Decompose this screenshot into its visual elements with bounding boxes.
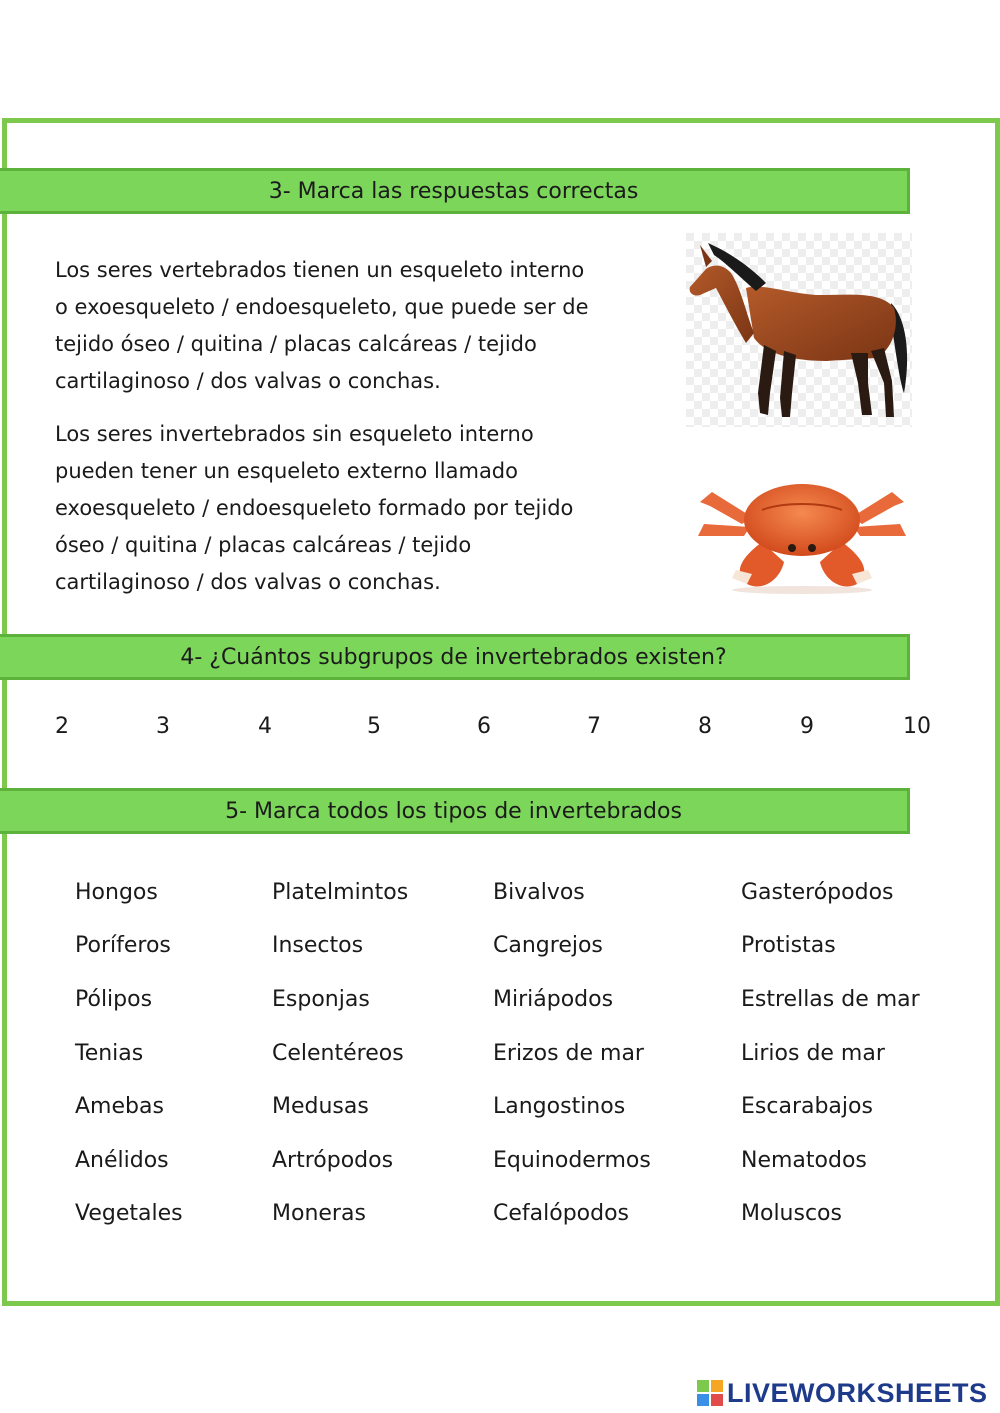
paragraph1-line: tejido óseo / quitina / placas calcáreas / tejido — [55, 332, 537, 356]
liveworksheets-logo-icon — [697, 1380, 723, 1406]
word-option[interactable]: Medusas — [272, 1094, 369, 1119]
paragraph-invertebrates — [55, 416, 655, 601]
word-option[interactable]: Estrellas de mar — [741, 987, 920, 1012]
word-option[interactable]: Gasterópodos — [741, 880, 894, 905]
paragraph2-line: cartilaginoso / dos valvas o conchas. — [55, 570, 441, 594]
paragraph-vertebrates — [55, 252, 655, 400]
word-option[interactable]: Insectos — [272, 933, 364, 958]
paragraph2-line: pueden tener un esqueleto externo llamado — [55, 459, 518, 483]
number-option[interactable]: 3 — [156, 714, 170, 739]
word-option[interactable]: Celentéreos — [272, 1041, 404, 1066]
word-option[interactable]: Escarabajos — [741, 1094, 873, 1119]
word-option[interactable]: Moneras — [272, 1201, 366, 1226]
number-option[interactable]: 5 — [367, 714, 381, 739]
word-option[interactable]: Vegetales — [75, 1201, 183, 1226]
word-option[interactable]: Esponjas — [272, 987, 370, 1012]
section4-heading-text: 4- ¿Cuántos subgrupos de invertebrados existen? — [180, 644, 727, 670]
paragraph2-line: Los seres invertebrados sin esqueleto interno — [55, 422, 534, 446]
paragraph1-line: cartilaginoso / dos valvas o conchas. — [55, 369, 441, 393]
word-option[interactable]: Moluscos — [741, 1201, 842, 1226]
word-option[interactable]: Tenias — [75, 1041, 144, 1066]
section3-heading-text: 3- Marca las respuestas correctas — [268, 178, 639, 204]
brand-name: LIVEWORKSHEETS — [727, 1377, 988, 1408]
number-option[interactable]: 2 — [55, 714, 69, 739]
word-option[interactable]: Miriápodos — [493, 987, 614, 1012]
word-option[interactable]: Platelmintos — [272, 880, 409, 905]
paragraph2-line: óseo / quitina / placas calcáreas / tejido — [55, 533, 472, 557]
crab-icon — [692, 462, 912, 594]
word-option[interactable]: Cefalópodos — [493, 1201, 630, 1226]
word-option[interactable]: Poríferos — [75, 933, 171, 958]
paragraph1-line: o exoesqueleto / endoesqueleto, que puede ser de — [55, 295, 589, 319]
section4-heading — [0, 634, 910, 680]
number-option[interactable]: 4 — [258, 714, 272, 739]
word-option[interactable]: Hongos — [75, 880, 158, 905]
word-option[interactable]: Bivalvos — [493, 880, 585, 905]
number-option[interactable]: 10 — [903, 714, 931, 739]
section5-heading-text: 5- Marca todos los tipos de invertebrados — [225, 798, 682, 824]
liveworksheets-logo[interactable] — [697, 1378, 988, 1408]
word-option[interactable]: Anélidos — [75, 1148, 169, 1173]
word-option[interactable]: Pólipos — [75, 987, 153, 1012]
paragraph2-line: exoesqueleto / endoesqueleto formado por tejido — [55, 496, 574, 520]
word-option[interactable]: Nematodos — [741, 1148, 867, 1173]
section5-heading — [0, 788, 910, 834]
section3-heading — [0, 168, 910, 214]
horse-icon — [686, 233, 912, 427]
number-option[interactable]: 8 — [698, 714, 712, 739]
paragraph1-line: Los seres vertebrados tienen un esqueleto interno — [55, 258, 585, 282]
number-option[interactable]: 9 — [800, 714, 814, 739]
number-option[interactable]: 6 — [477, 714, 491, 739]
word-option[interactable]: Equinodermos — [493, 1148, 651, 1173]
word-option[interactable]: Lirios de mar — [741, 1041, 885, 1066]
word-option[interactable]: Langostinos — [493, 1094, 626, 1119]
word-option[interactable]: Artrópodos — [272, 1148, 394, 1173]
number-option[interactable]: 7 — [587, 714, 601, 739]
word-option[interactable]: Amebas — [75, 1094, 164, 1119]
word-option[interactable]: Cangrejos — [493, 933, 603, 958]
word-option[interactable]: Erizos de mar — [493, 1041, 644, 1066]
word-option[interactable]: Protistas — [741, 933, 836, 958]
